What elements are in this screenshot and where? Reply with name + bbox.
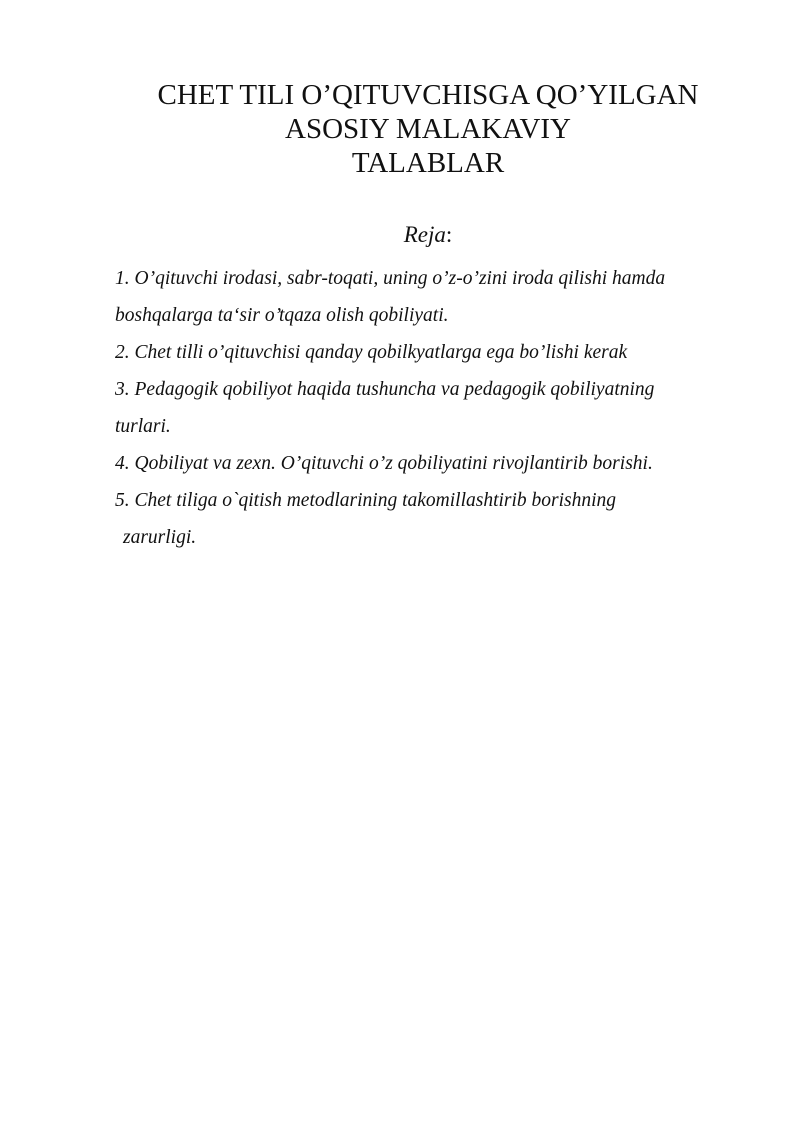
plan-item-number: 2. bbox=[115, 342, 130, 363]
title-line-1: CHET TILI O’QITUVCHISGA QO’YILGAN bbox=[157, 79, 699, 111]
document-title bbox=[100, 78, 756, 180]
title-line-3: TALABLAR bbox=[351, 147, 505, 179]
plan-heading bbox=[0, 220, 800, 250]
plan-heading-word: Reja bbox=[403, 222, 446, 247]
plan-item-number: 5. bbox=[115, 490, 130, 511]
plan-item-number: 1. bbox=[115, 268, 130, 289]
plan-item-text: Qobiliyat va zexn. O’qituvchi o’z qobiliyatini rivojlantirib borishi. bbox=[134, 453, 653, 474]
plan-item-number: 4. bbox=[115, 453, 130, 474]
plan-item-5 bbox=[115, 482, 743, 556]
plan-item-text: Chet tilli o’qituvchisi qanday qobilkyatlarga ega bo’lishi kerak bbox=[134, 342, 628, 363]
plan-item-2 bbox=[115, 334, 743, 371]
plan-item-text-continued: turlari. bbox=[115, 416, 171, 437]
plan-item-text: O’qituvchi irodasi, sabr-toqati, uning o’z-o’zini iroda qilishi hamda bbox=[134, 268, 666, 289]
plan-heading-colon: : bbox=[445, 222, 453, 247]
plan-item-text-continued: boshqalarga ta‘sir o’tqaza olish qobiliyati. bbox=[115, 305, 449, 326]
plan-item-text-continued: zarurligi. bbox=[123, 527, 197, 548]
plan-list bbox=[115, 260, 743, 556]
plan-item-1 bbox=[115, 260, 743, 334]
title-line-2: ASOSIY MALAKAVIY bbox=[285, 113, 571, 145]
plan-item-text: Chet tiliga o`qitish metodlarining takomillashtirib borishning bbox=[134, 490, 617, 511]
plan-item-text: Pedagogik qobiliyot haqida tushuncha va pedagogik qobiliyatning bbox=[134, 379, 655, 400]
plan-item-number: 3. bbox=[115, 379, 130, 400]
plan-item-3 bbox=[115, 371, 743, 445]
plan-item-4 bbox=[115, 445, 743, 482]
